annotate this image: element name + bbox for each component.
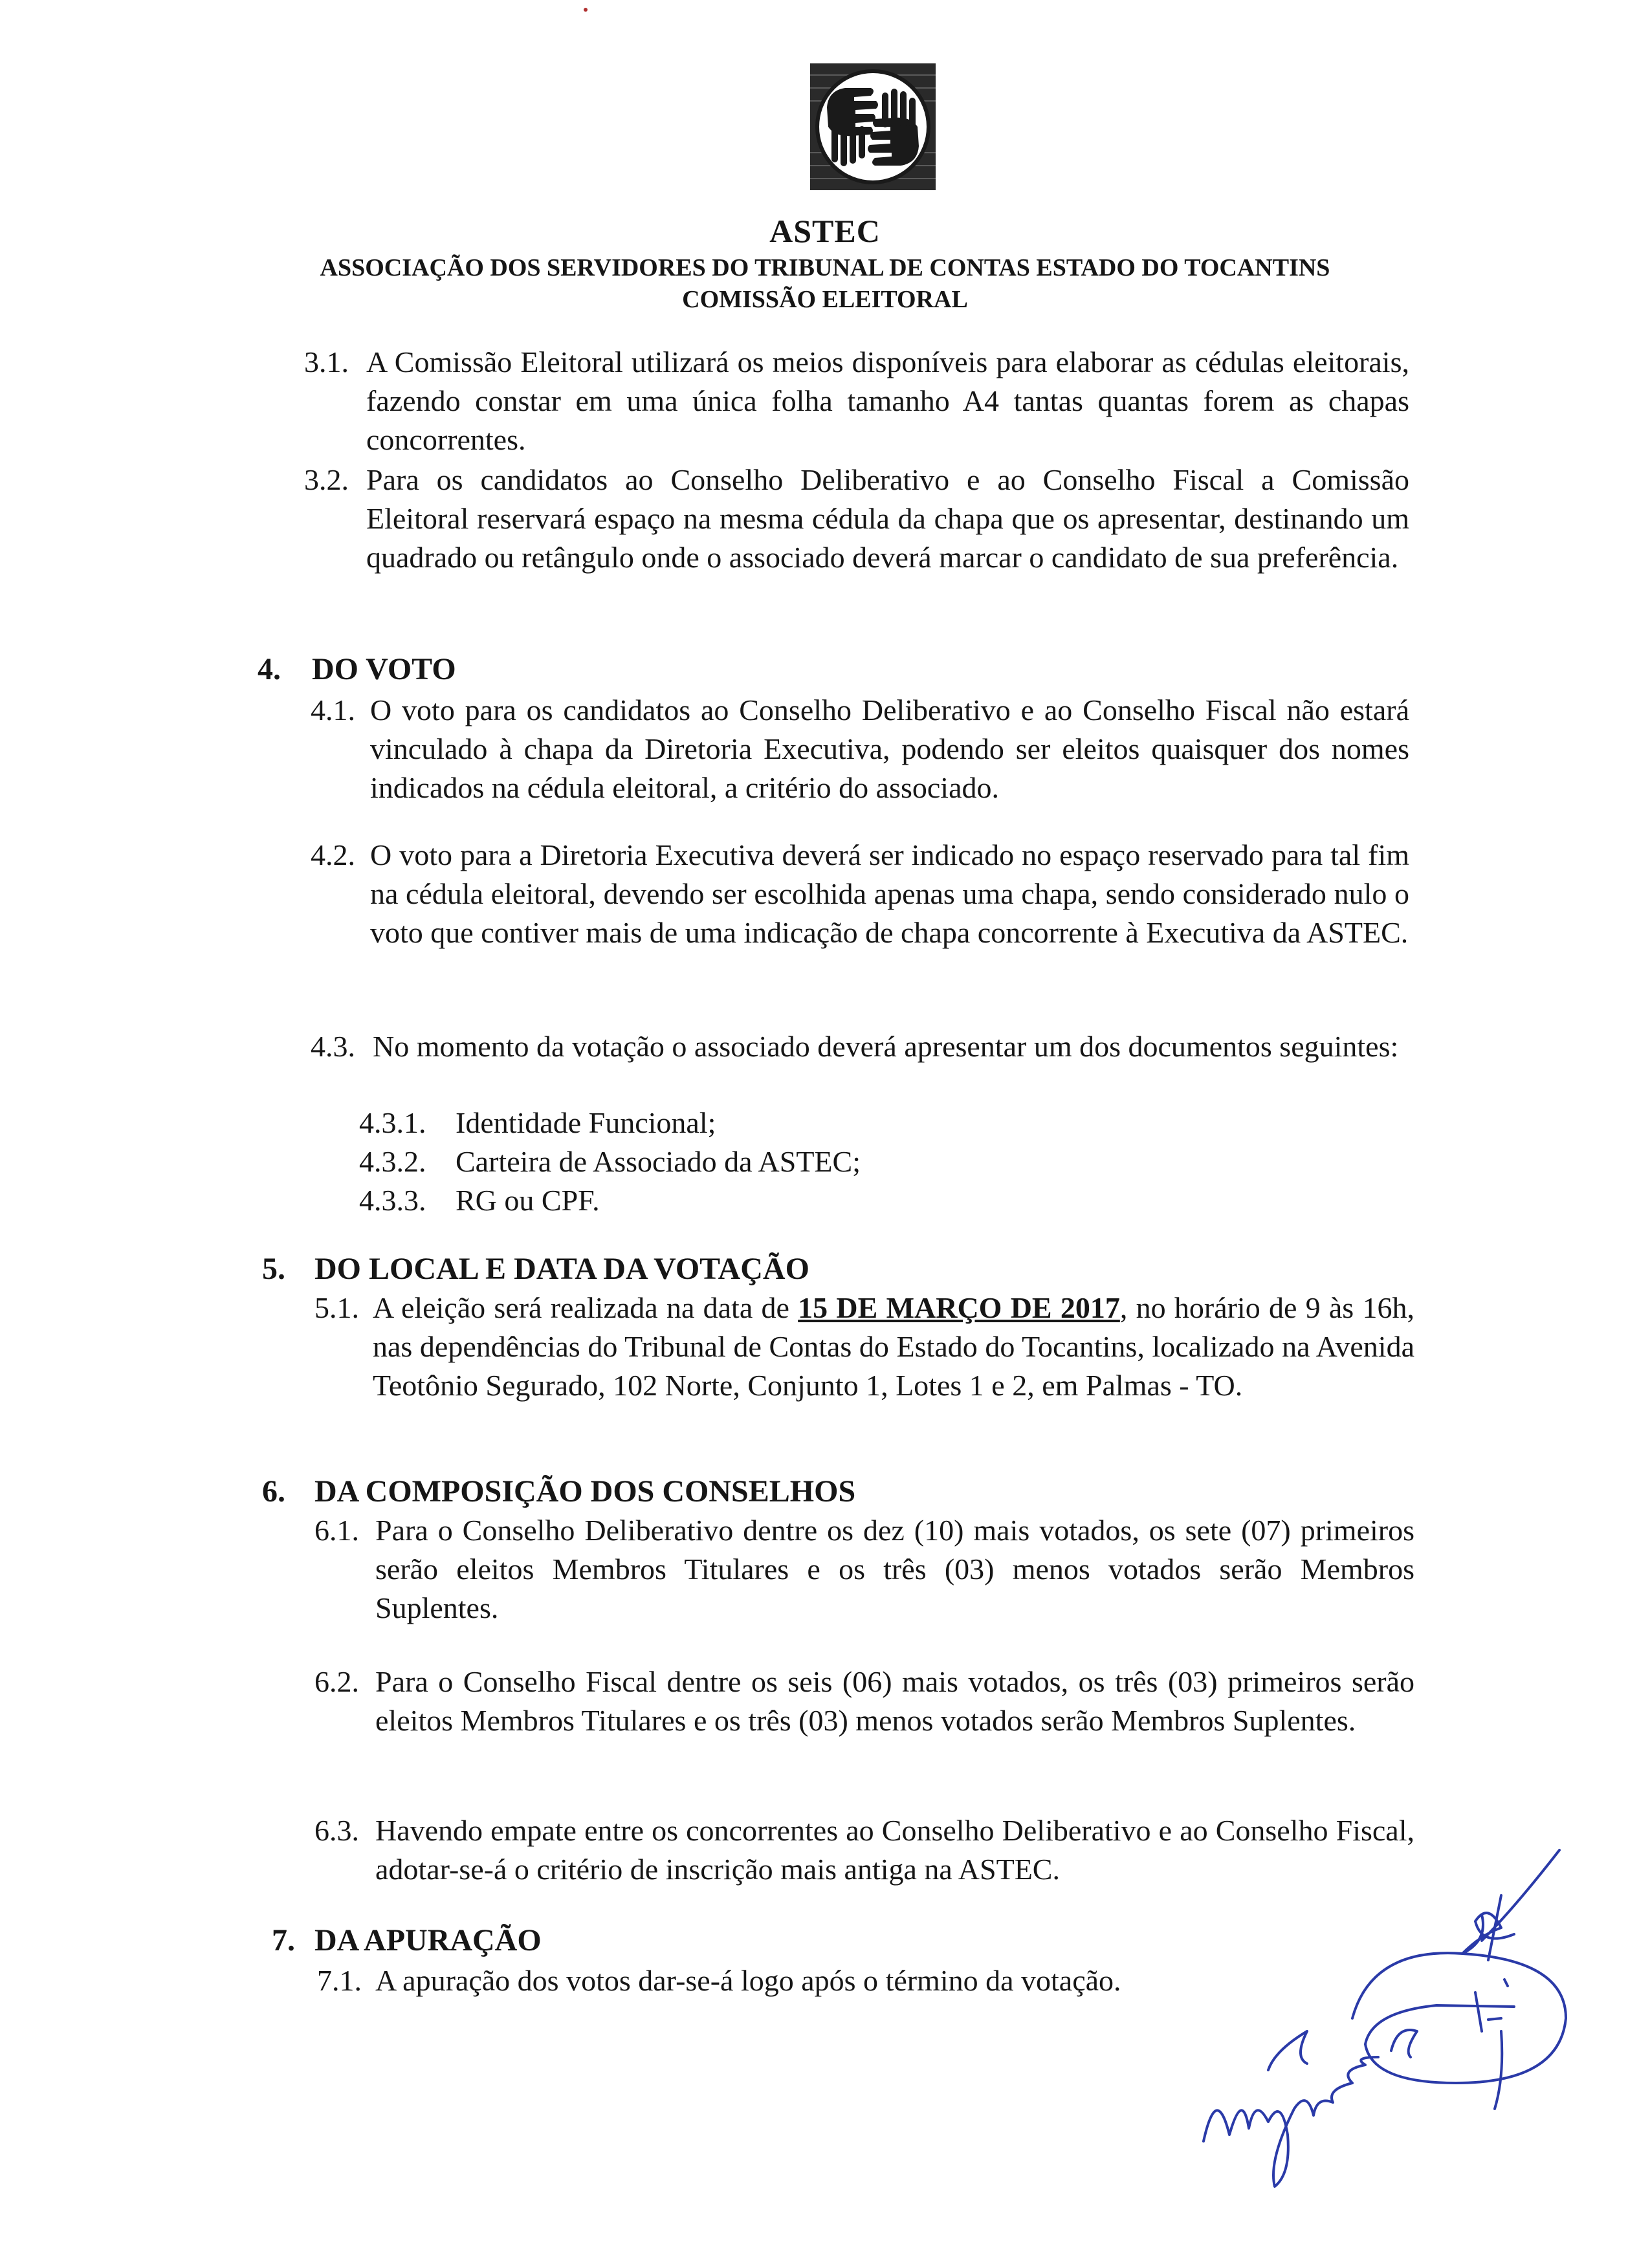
item-6-2-text: Para o Conselho Fiscal dentre os seis (06) mais votados, os três (03) primeiros serão eleitos Membros Titulares e os três (03) menos votados serão Membros Suplentes. [375,1665,1414,1737]
item-number: 5.1. [314,1291,359,1324]
item-4-3-text: No momento da votação o associado deverá apresentar um dos documentos seguintes: [373,1030,1399,1063]
document-option-rg-cpf: RG ou CPF. [456,1184,600,1217]
association-acronym: ASTEC [769,213,881,249]
item-number: 4.1. [311,693,355,726]
section-title-composicao: DA COMPOSIÇÃO DOS CONSELHOS [314,1474,856,1509]
item-6-1-text: Para o Conselho Deliberativo dentre os dez (10) mais votados, os sete (07) primeiros serão eleitos Membros Titulares e os três (03) menos votados serão Membros Suplentes. [375,1514,1414,1624]
item-3-2-text: Para os candidatos ao Conselho Deliberativo e ao Conselho Fiscal a Comissão Eleitoral reservará espaço na mesma cédula da chapa que os apresentar, destinando um quadrado ou retângulo onde o associado deverá marcar o candidato de sua preferência. [366,463,1409,574]
item-number: 4.3.3. [359,1184,426,1217]
item-number: 4.3.1. [359,1106,426,1139]
item-number: 7.1. [317,1964,362,1997]
section-number: 4. [258,652,281,686]
item-number: 4.3.2. [359,1145,426,1178]
item-number: 3.1. [304,345,349,378]
item-6-3-text: Havendo empate entre os concorrentes ao Conselho Deliberativo e ao Conselho Fiscal, adotar-se-á o critério de inscrição mais antiga na ASTEC. [375,1814,1414,1886]
item-number: 3.2. [304,463,349,496]
item-5-1-text: A eleição será realizada na data de 15 DE MARÇO DE 2017, no horário de 9 às 16h, nas dependências do Tribunal de Contas do Estado do Tocantins, localizado na Avenida Teotônio Segurado, 102 Norte, Conjunto 1, Lotes 1 e 2, em Palmas - TO. [373,1291,1414,1402]
item-4-2-text: O voto para a Diretoria Executiva deverá ser indicado no espaço reservado para tal fim na cédula eleitoral, devendo ser escolhida apenas uma chapa, sendo considerado nulo o voto que contiver mais de uma indicação de chapa concorrente à Executiva da ASTEC. [370,838,1409,949]
section-title-do-voto: DO VOTO [312,652,456,686]
document-option-identidade: Identidade Funcional; [456,1106,716,1139]
item-7-1-text: A apuração dos votos dar-se-á logo após o término da votação. [375,1964,1121,1997]
section-number: 5. [262,1252,285,1286]
election-date: 15 DE MARÇO DE 2017 [798,1291,1120,1324]
item-3-1-text: A Comissão Eleitoral utilizará os meios disponíveis para elaborar as cédulas eleitorais, fazendo constar em uma única folha tamanho A4 tantas quantas forem as chapas concorrentes. [366,345,1409,456]
item-number: 6.2. [314,1665,359,1698]
item-number: 6.3. [314,1814,359,1847]
hands-logo-icon [809,62,937,191]
document-option-carteira: Carteira de Associado da ASTEC; [456,1145,861,1178]
item-number: 4.3. [311,1030,355,1063]
association-full-name: ASSOCIAÇÃO DOS SERVIDORES DO TRIBUNAL DE CONTAS ESTADO DO TOCANTINS [320,254,1330,281]
item-4-1-text: O voto para os candidatos ao Conselho Deliberativo e ao Conselho Fiscal não estará vinculado à chapa da Diretoria Executiva, podendo ser eleitos quaisquer dos nomes indicados na cédula eleitoral, a critério do associado. [370,693,1409,804]
item-number: 6.1. [314,1514,359,1547]
handwritten-signatures-icon [1178,1837,1592,2199]
section-title-apuracao: DA APURAÇÃO [314,1923,542,1957]
section-number: 6. [262,1474,285,1509]
commission-name: COMISSÃO ELEITORAL [682,286,968,313]
ink-speck [584,8,588,12]
section-number: 7. [272,1923,295,1957]
section-title-local-data: DO LOCAL E DATA DA VOTAÇÃO [314,1252,809,1286]
item-number: 4.2. [311,838,355,871]
